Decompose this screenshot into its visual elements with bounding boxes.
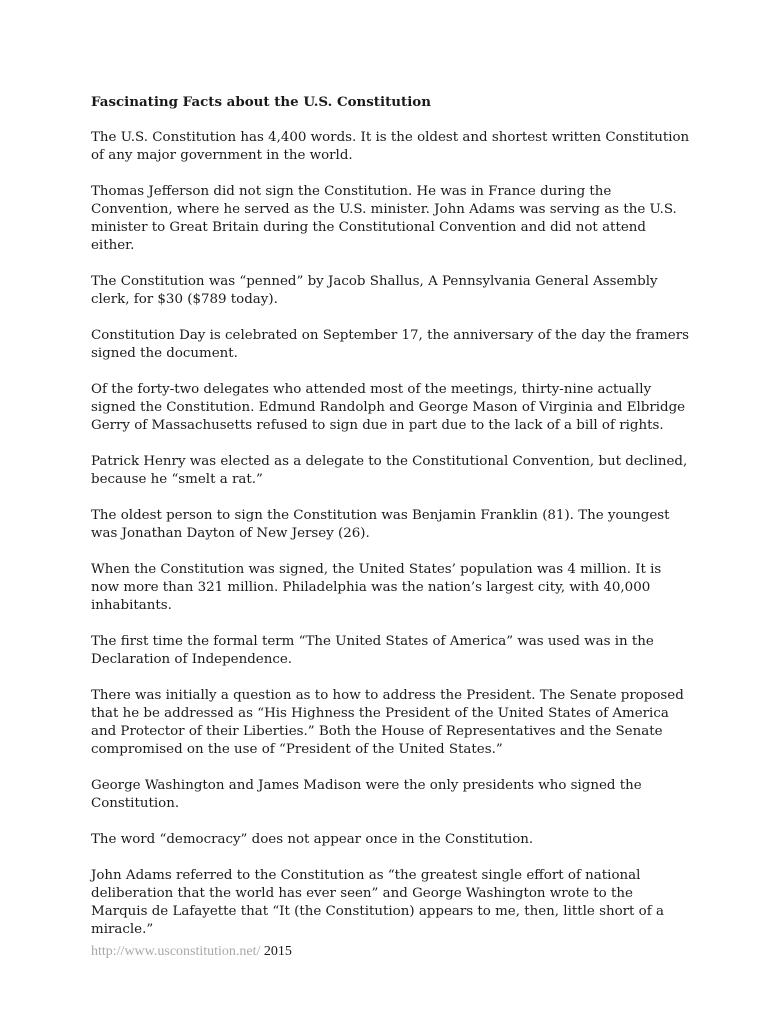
fact-paragraph: John Adams referred to the Constitution as “the greatest single effort of national deliberation that the world has ever seen” and George Washington wrote to the Marquis de Lafayette that “It (the Constitution) appears to me, then, little short of a miracle.” bbox=[91, 868, 664, 937]
page-footer bbox=[91, 943, 292, 961]
fact-paragraph: George Washington and James Madison were the only presidents who signed the Constitution. bbox=[91, 778, 642, 811]
footer-year: 2015 bbox=[263, 944, 292, 959]
fact-paragraph: The U.S. Constitution has 4,400 words. It is the oldest and shortest written Constitution of any major government in the world. bbox=[91, 130, 690, 163]
fact-paragraph: The word “democracy” does not appear once in the Constitution. bbox=[91, 832, 534, 847]
fact-paragraph: There was initially a question as to how to address the President. The Senate proposed that he be addressed as “His Highness the President of the United States of America and Protector of their Liberties.” Both the House of Representatives and the Senate compromised on the use of “President of the United States.” bbox=[91, 688, 684, 757]
fact-paragraph: The oldest person to sign the Constitution was Benjamin Franklin (81). The youngest was Jonathan Dayton of New Jersey (26). bbox=[91, 508, 670, 541]
fact-paragraph: Thomas Jefferson did not sign the Constitution. He was in France during the Convention, where he served as the U.S. minister. John Adams was serving as the U.S. minister to Great Britain during the Constitutional Convention and did not attend either. bbox=[91, 184, 677, 253]
fact-paragraph: When the Constitution was signed, the United States’ population was 4 million. It is now more than 321 million. Philadelphia was the nation’s largest city, with 40,000 inhabitants. bbox=[91, 562, 662, 613]
footer-url: http://www.usconstitution.net/ bbox=[91, 944, 261, 959]
fact-paragraph: The first time the formal term “The United States of America” was used was in the Declaration of Independence. bbox=[91, 634, 654, 667]
document-body bbox=[91, 93, 691, 957]
document-title: Fascinating Facts about the U.S. Constitution bbox=[91, 94, 431, 110]
fact-paragraph: Constitution Day is celebrated on September 17, the anniversary of the day the framers signed the document. bbox=[91, 328, 690, 361]
fact-paragraph: The Constitution was “penned” by Jacob Shallus, A Pennsylvania General Assembly clerk, for $30 ($789 today). bbox=[91, 274, 658, 307]
fact-paragraph: Of the forty-two delegates who attended most of the meetings, thirty-nine actually signed the Constitution. Edmund Randolph and George Mason of Virginia and Elbridge Gerry of Massachusetts refused to sign due in part due to the lack of a bill of rights. bbox=[91, 382, 686, 433]
fact-paragraph: Patrick Henry was elected as a delegate to the Constitutional Convention, but declined, because he “smelt a rat.” bbox=[91, 454, 688, 487]
